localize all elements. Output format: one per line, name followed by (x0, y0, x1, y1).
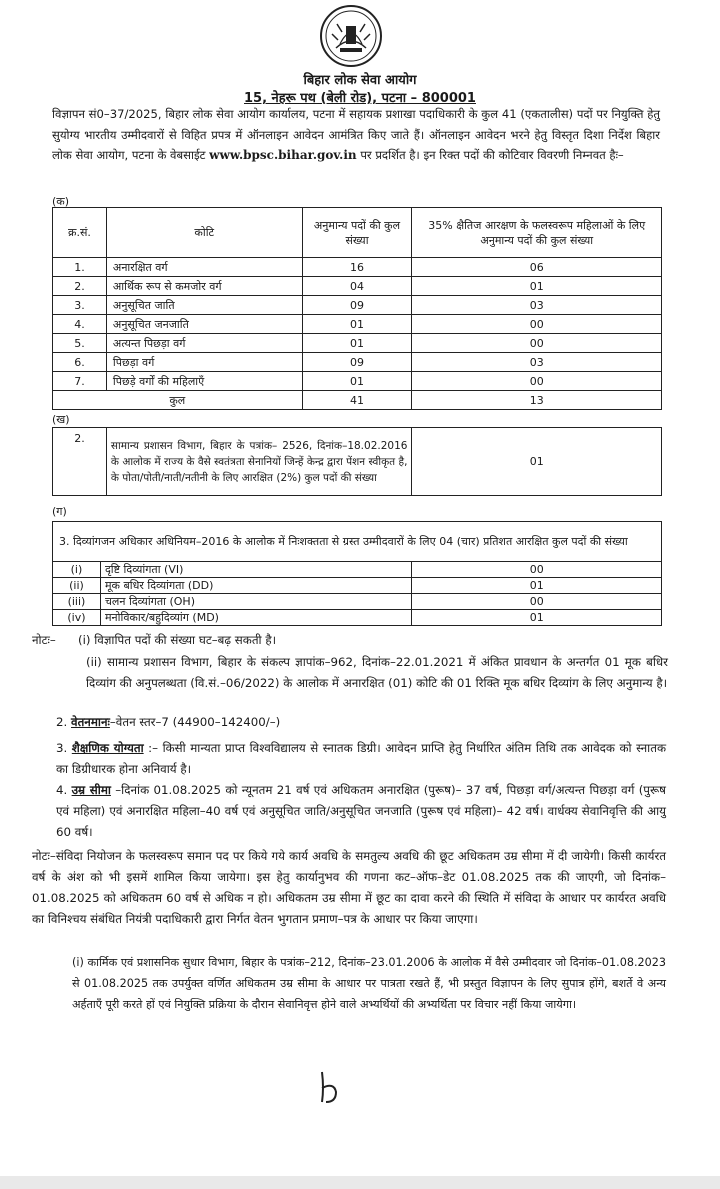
table-row (53, 296, 662, 315)
row-sn: 2. (53, 277, 107, 296)
row-category: पिछड़ा वर्ग (106, 353, 302, 372)
age-limit: 4. उम्र सीमा –दिनांक 01.08.2025 को न्यूनतम 21 वर्ष एवं अधिकतम अनारक्षित (पुरूष)– 37 वर्ष, पिछड़ा वर्ग/अत्यन्त पिछड़ा वर्ग (पुरूष एवं महिला) एवं अनारक्षित महिला–40 वर्ष एवं अनुसूचित जाति/अनुसूचित जनजाति (पुरूष एवं महिला)– 42 वर्ष। वार्धक्य सेवानिवृत्ति की आयु 60 वर्ष। (56, 783, 666, 839)
org-address: 15, नेहरू पथ (बेली रोड), पटना – 800001 (244, 91, 476, 106)
row-posts: 01 (302, 372, 412, 391)
org-name: बिहार लोक सेवा आयोग (303, 73, 417, 88)
row-sn: 5. (53, 334, 107, 353)
row-women: 00 (412, 372, 662, 391)
table-row (53, 353, 662, 372)
table-total-row (53, 391, 662, 410)
ga-type: दृष्टि दिव्यांगता (VI) (100, 562, 412, 578)
total-posts: 41 (302, 391, 412, 410)
bihar-emblem-icon (318, 4, 384, 68)
contract-note: नोटः–संविदा नियोजन के फलस्वरूप समान पद पर किये गये कार्य अवधि के समतुल्य अवधि की छूट अधिकतम उम्र सीमा में दी जायेगी। किसी कार्यरत वर्ष के अंश को भी इसमें शामिल किया जायेगा। इस हेतु कार्यानुभव की गणना कट–ऑफ–डेट 01.08.2025 तक की जाएगी, जो दिनांक–01.08.2025 को अधिकतम 60 वर्ष से अधिक न हो। अधिकतम उम्र सीमा में छूट का दावा करने की स्थिति में संविदा के आधार पर कार्यरत अवधि का विनिश्चय संबंधित नियंत्री पदाधिकारी द्वारा निर्गत वेतन भुगतान प्रमाण–पत्र के आधार पर किया जाएगा। (32, 849, 666, 926)
kha-text: सामान्य प्रशासन विभाग, बिहार के पत्रांक– 2526, दिनांक–18.02.2016 के आलोक में राज्य के वैसे स्वतंत्रता सेनानियों जिन्हें केन्द्र द्वारा पेंशन स्वीकृत है, के पोता/पोती/नाती/नतीनी के लिए आरक्षित (2%) कुल पदों की संख्या (106, 428, 412, 496)
ga-type: मनोविकार/बहुदिव्यांग (MD) (100, 610, 412, 626)
row-sn: 1. (53, 258, 107, 277)
ga-title: 3. दिव्यांगजन अधिकार अधिनियम–2016 के आलोक में निःशक्तता से ग्रस्त उम्मीदवारों के लिए 04 (चार) प्रतिशत आरक्षित कुल पदों की संख्या (53, 522, 662, 562)
kha-sn: 2. (53, 428, 107, 496)
table-header-row (53, 208, 662, 258)
row-category: आर्थिक रूप से कमजोर वर्ग (106, 277, 302, 296)
row-sn: 6. (53, 353, 107, 372)
section-label-ka: (क) (52, 195, 70, 208)
section-label-kha: (ख) (52, 413, 70, 426)
row-category: अनुसूचित जाति (106, 296, 302, 315)
bottom-edge (0, 1176, 720, 1189)
row-category: अत्यन्त पिछड़ा वर्ग (106, 334, 302, 353)
total-label: कुल (53, 391, 303, 410)
kha-value: 01 (412, 428, 662, 496)
ga-sn: (i) (53, 562, 101, 578)
row-category: पिछड़े वर्गों की महिलाएँ (106, 372, 302, 391)
row-posts: 01 (302, 334, 412, 353)
col-header-sn: क्र.सं. (53, 208, 107, 258)
table-row (53, 594, 662, 610)
pay-scale: 2. वेतनमानः–वेतन स्तर–7 (44900–142400/–) (56, 715, 281, 729)
ga-value: 00 (412, 562, 662, 578)
ga-value: 01 (412, 578, 662, 594)
category-table (52, 207, 662, 410)
qualification: 3. शैक्षणिक योग्यता :– किसी मान्यता प्राप्त विश्वविद्यालय से स्नातक डिग्री। आवेदन प्राप्ति हेतु निर्धारित अंतिम तिथि तक आवेदक को स्नातक का डिग्रीधारक होना अनिवार्य है। (56, 741, 667, 776)
row-posts: 04 (302, 277, 412, 296)
table-row (53, 334, 662, 353)
table-row (53, 315, 662, 334)
row-sn: 7. (53, 372, 107, 391)
intro-paragraph: विज्ञापन सं0–37/2025, बिहार लोक सेवा आयोग कार्यालय, पटना में सहायक प्रशाखा पदाधिकारी के कुल 41 (एकतालीस) पदों पर नियुक्ति हेतु सुयोग्य भारतीय उम्मीदवारों से विहित प्रपत्र में ऑनलाइन आवेदन आमंत्रित किए जाते हैं। ऑनलाइन आवेदन भरने हेतु विस्तृत दिशा निर्देश बिहार लोक सेवा आयोग, पटना के वेबसाईट www.bpsc.bihar.gov.in पर प्रदर्शित है। इन रिक्त पदों की कोटिवार विवरणी निम्नवत हैः– (52, 107, 660, 162)
table-row (53, 372, 662, 391)
personnel-note: (i) कार्मिक एवं प्रशासनिक सुधार विभाग, बिहार के पत्रांक–212, दिनांक–23.01.2006 के आलोक में वैसे उम्मीदवार जो दिनांक–01.08.2023 से 01.08.2025 तक उपर्युक्त वर्णित अधिकतम उम्र सीमा के आधार पर पात्रता रखते हैं, भी प्रस्तुत विज्ञापन के लिए सुपात्र होंगे, बशर्ते वे अन्य अर्हताएँ पूरी करते हों एवं नियुक्ति प्रक्रिया के दौरान सेवानिवृत्त होने वाले अभ्यर्थियों की अभ्यर्थिता पर विचार नहीं किया जायेगा। (72, 956, 666, 1011)
row-posts: 09 (302, 353, 412, 372)
ga-sn: (iv) (53, 610, 101, 626)
row-women: 00 (412, 334, 662, 353)
row-women: 00 (412, 315, 662, 334)
ga-type: चलन दिव्यांगता (OH) (100, 594, 412, 610)
row-women: 01 (412, 277, 662, 296)
table-row (53, 610, 662, 626)
row-sn: 4. (53, 315, 107, 334)
table-row (53, 258, 662, 277)
row-women: 03 (412, 353, 662, 372)
freedom-fighter-table (52, 427, 662, 496)
row-posts: 09 (302, 296, 412, 315)
website-link[interactable]: www.bpsc.bihar.gov.in (209, 148, 357, 162)
total-women: 13 (412, 391, 662, 410)
signature-icon (314, 1068, 346, 1108)
ga-sn: (iii) (53, 594, 101, 610)
ga-value: 00 (412, 594, 662, 610)
table-row (53, 277, 662, 296)
col-header-posts: अनुमान्य पदों की कुल संख्या (302, 208, 412, 258)
row-posts: 01 (302, 315, 412, 334)
col-header-category: कोटि (106, 208, 302, 258)
row-posts: 16 (302, 258, 412, 277)
ga-type: मूक बधिर दिव्यांगता (DD) (100, 578, 412, 594)
row-women: 03 (412, 296, 662, 315)
ga-value: 01 (412, 610, 662, 626)
row-category: अनारक्षित वर्ग (106, 258, 302, 277)
col-header-women: 35% क्षैतिज आरक्षण के फलस्वरूप महिलाओं के लिए अनुमान्य पदों की कुल संख्या (412, 208, 662, 258)
note-label: नोटः– (32, 633, 56, 647)
note-2: (ii) सामान्य प्रशासन विभाग, बिहार के संकल्प ज्ञापांक–962, दिनांक–22.01.2021 में अंकित प्रावधान के अन्तर्गत 01 मूक बधिर दिव्यांग की अनुपलब्धता (वि.सं.–06/2022) के आलोक में अनारक्षित (01) कोटि की 01 रिक्ति मूक बधिर दिव्यांग के लिए अनुमान्य है। (86, 655, 668, 690)
disability-table (52, 521, 662, 626)
table-row (53, 578, 662, 594)
row-women: 06 (412, 258, 662, 277)
table-row (53, 562, 662, 578)
row-category: अनुसूचित जनजाति (106, 315, 302, 334)
ga-sn: (ii) (53, 578, 101, 594)
row-sn: 3. (53, 296, 107, 315)
note-1: (i) विज्ञापित पदों की संख्या घट–बढ़ सकती है। (78, 633, 277, 647)
section-label-ga: (ग) (52, 505, 67, 518)
